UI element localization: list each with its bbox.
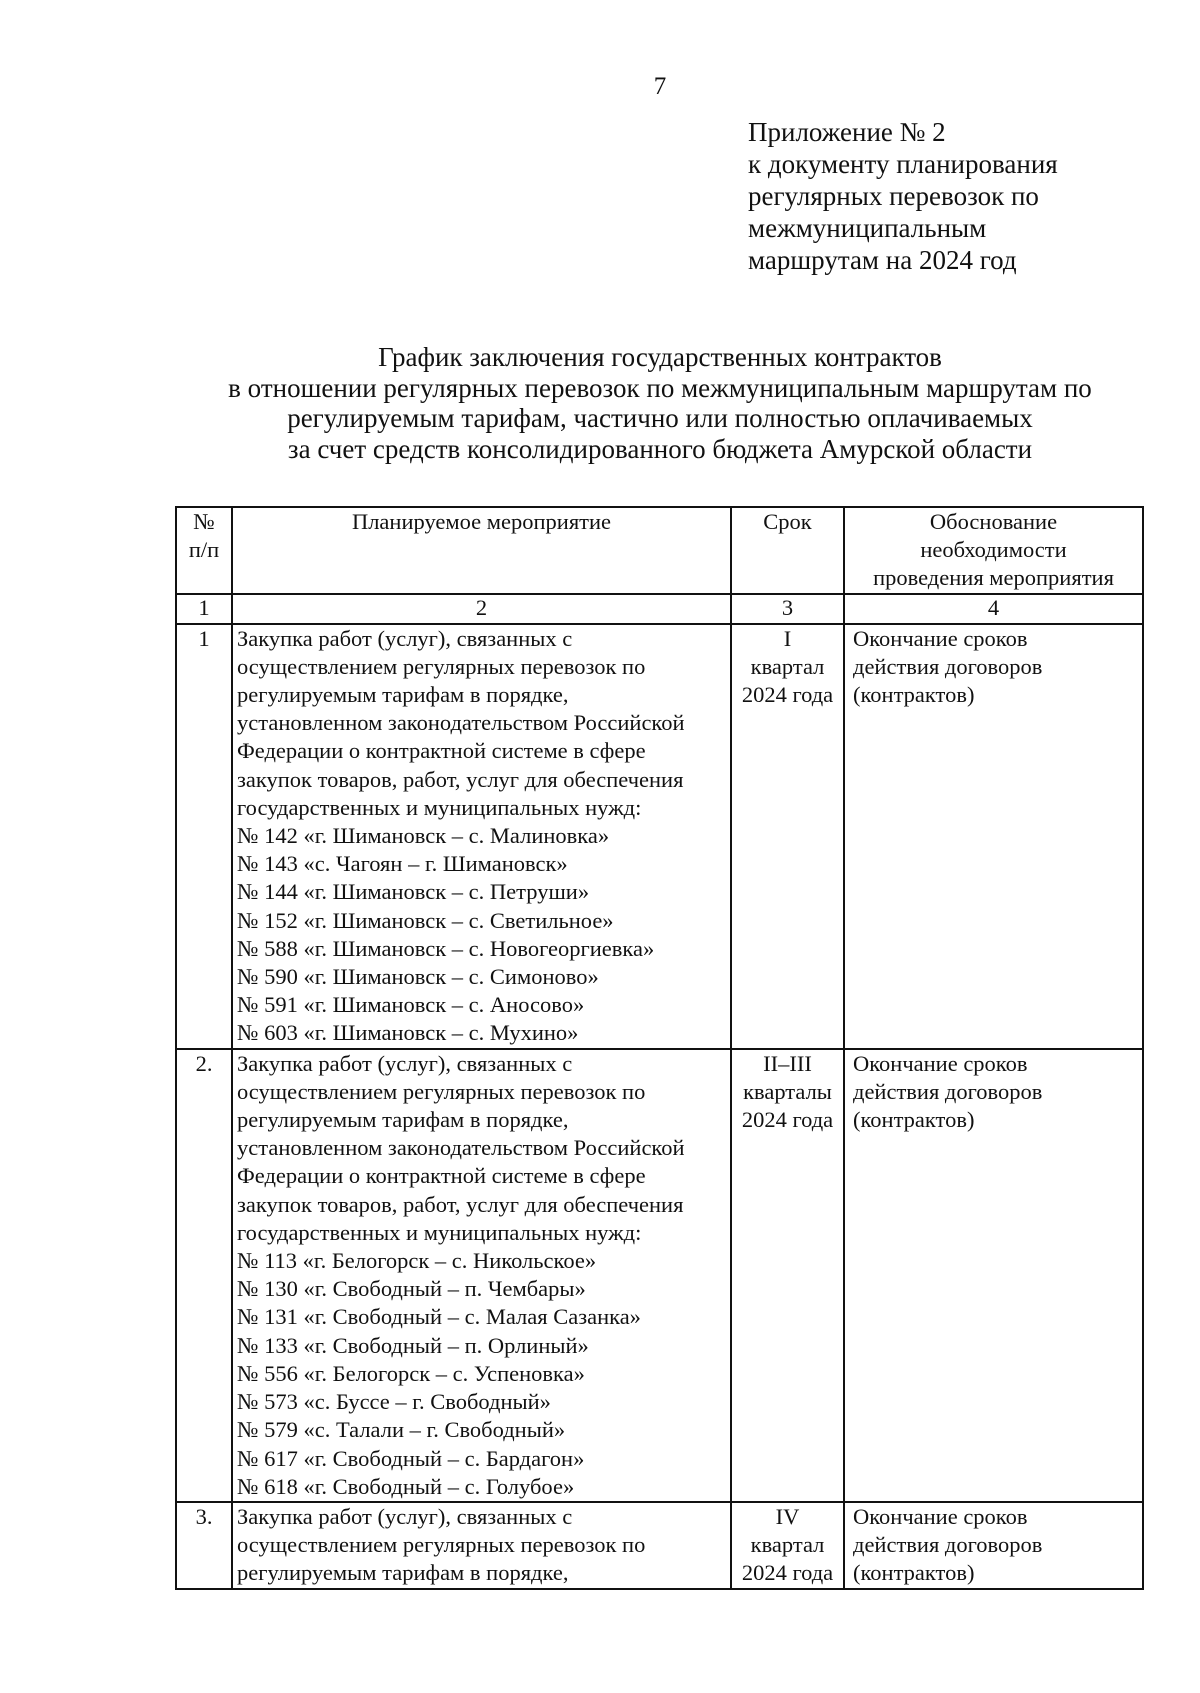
reason-line: (контрактов) [853, 682, 975, 708]
header-num-line: п/п [188, 537, 220, 563]
header-event: Планируемое мероприятие [232, 507, 731, 594]
event-line: закупок товаров, работ, услуг для обеспечения [237, 766, 684, 792]
event-line: Закупка работ (услуг), связанных с [237, 1503, 573, 1529]
row-term [731, 624, 844, 1049]
column-index: 2 [232, 594, 731, 624]
term-line: 2024 года [741, 1560, 834, 1586]
header-term: Срок [731, 507, 844, 594]
event-line: Федерации о контрактной системе в сфере [237, 1163, 646, 1189]
row-number: 2. [176, 1049, 232, 1502]
column-index: 4 [844, 594, 1143, 624]
term-line: 2024 года [741, 1107, 834, 1133]
column-index: 1 [176, 594, 232, 624]
annex-header [748, 116, 1128, 276]
annex-line: регулярных перевозок по [748, 181, 1039, 211]
table-row [176, 1049, 1143, 1502]
reason-line: действия договоров [853, 653, 1043, 679]
event-line: Федерации о контрактной системе в сфере [237, 738, 646, 764]
annex-line: Приложение № 2 [748, 117, 946, 147]
header-reason-line: необходимости [920, 537, 1067, 563]
event-line: осуществлением регулярных перевозок по [237, 653, 646, 679]
reason-line: действия договоров [853, 1078, 1043, 1104]
event-line: осуществлением регулярных перевозок по [237, 1078, 646, 1104]
event-line: Закупка работ (услуг), связанных с [237, 1050, 573, 1076]
event-line: регулируемым тарифам в порядке, [237, 1560, 569, 1586]
route-line: № 591 «г. Шимановск – с. Аносово» [237, 992, 585, 1018]
event-line: государственных и муниципальных нужд: [237, 1219, 642, 1245]
row-term [731, 1049, 844, 1502]
annex-line: межмуниципальным [748, 213, 987, 243]
row-event [232, 624, 731, 1049]
table-row [176, 624, 1143, 1049]
row-reason [844, 1502, 1143, 1589]
route-line: № 113 «г. Белогорск – с. Никольское» [237, 1248, 597, 1274]
annex-line: к документу планирования [748, 149, 1058, 179]
annex-line: маршрутам на 2024 год [748, 245, 1017, 275]
header-num [176, 507, 232, 594]
term-line: 2024 года [741, 682, 834, 708]
event-line: регулируемым тарифам в порядке, [237, 682, 569, 708]
event-line: установленном законодательством Российской [237, 710, 685, 736]
table-header-row [176, 507, 1143, 594]
title-line: в отношении регулярных перевозок по межмуниципальным маршрутам по [228, 372, 1092, 403]
reason-line: Окончание сроков [853, 1050, 1028, 1076]
row-event [232, 1502, 731, 1589]
row-reason [844, 624, 1143, 1049]
reason-line: Окончание сроков [853, 625, 1028, 651]
route-line: № 588 «г. Шимановск – с. Новогеоргиевка» [237, 935, 655, 961]
route-line: № 556 «г. Белогорск – с. Успеновка» [237, 1360, 585, 1386]
route-line: № 143 «с. Чагоян – г. Шимановск» [237, 851, 568, 877]
route-line: № 133 «г. Свободный – п. Орлиный» [237, 1332, 589, 1358]
row-reason [844, 1049, 1143, 1502]
title-line: График заключения государственных контрактов [378, 342, 942, 372]
row-event [232, 1049, 731, 1502]
event-line: государственных и муниципальных нужд: [237, 794, 642, 820]
term-line: кварталы [743, 1078, 832, 1104]
reason-line: (контрактов) [853, 1560, 975, 1586]
column-index-row [176, 594, 1143, 624]
route-line: № 142 «г. Шимановск – с. Малиновка» [237, 823, 610, 849]
event-line: Закупка работ (услуг), связанных с [237, 625, 573, 651]
event-line: регулируемым тарифам в порядке, [237, 1107, 569, 1133]
page-number: 7 [653, 73, 667, 100]
contracts-schedule-table [175, 506, 1144, 1590]
event-line: закупок товаров, работ, услуг для обеспечения [237, 1191, 684, 1217]
document-title [170, 342, 1150, 464]
route-line: № 130 «г. Свободный – п. Чембары» [237, 1276, 586, 1302]
reason-line: действия договоров [853, 1532, 1043, 1558]
reason-line: Окончание сроков [853, 1503, 1028, 1529]
reason-line: (контрактов) [853, 1107, 975, 1133]
term-line: IV [775, 1503, 800, 1529]
title-line: за счет средств консолидированного бюджета Амурской области [287, 433, 1033, 464]
title-line: регулируемым тарифам, частично или полностью оплачиваемых [287, 403, 1033, 433]
route-line: № 131 «г. Свободный – с. Малая Сазанка» [237, 1304, 641, 1330]
route-line: № 144 «г. Шимановск – с. Петруши» [237, 879, 590, 905]
route-line: № 618 «г. Свободный – с. Голубое» [237, 1473, 575, 1499]
event-line: установленном законодательством Российской [237, 1135, 685, 1161]
event-line: осуществлением регулярных перевозок по [237, 1532, 646, 1558]
row-number: 1 [176, 624, 232, 1049]
column-index: 3 [731, 594, 844, 624]
route-line: № 617 «г. Свободный – с. Бардагон» [237, 1445, 585, 1471]
header-reason [844, 507, 1143, 594]
header-reason-line: проведения мероприятия [873, 565, 1114, 591]
route-line: № 573 «с. Буссе – г. Свободный» [237, 1389, 551, 1415]
route-line: № 590 «г. Шимановск – с. Симоново» [237, 964, 599, 990]
route-line: № 603 «г. Шимановск – с. Мухино» [237, 1020, 579, 1046]
header-reason-line: Обоснование [929, 509, 1058, 534]
table-row [176, 1502, 1143, 1589]
route-line: № 579 «с. Талали – г. Свободный» [237, 1417, 566, 1443]
term-line: I [783, 625, 792, 651]
route-line: № 152 «г. Шимановск – с. Светильное» [237, 907, 614, 933]
row-number: 3. [176, 1502, 232, 1589]
header-num-line: № [193, 509, 215, 534]
term-line: II–III [763, 1050, 812, 1076]
row-term [731, 1502, 844, 1589]
term-line: квартал [750, 1532, 825, 1558]
term-line: квартал [750, 653, 825, 679]
